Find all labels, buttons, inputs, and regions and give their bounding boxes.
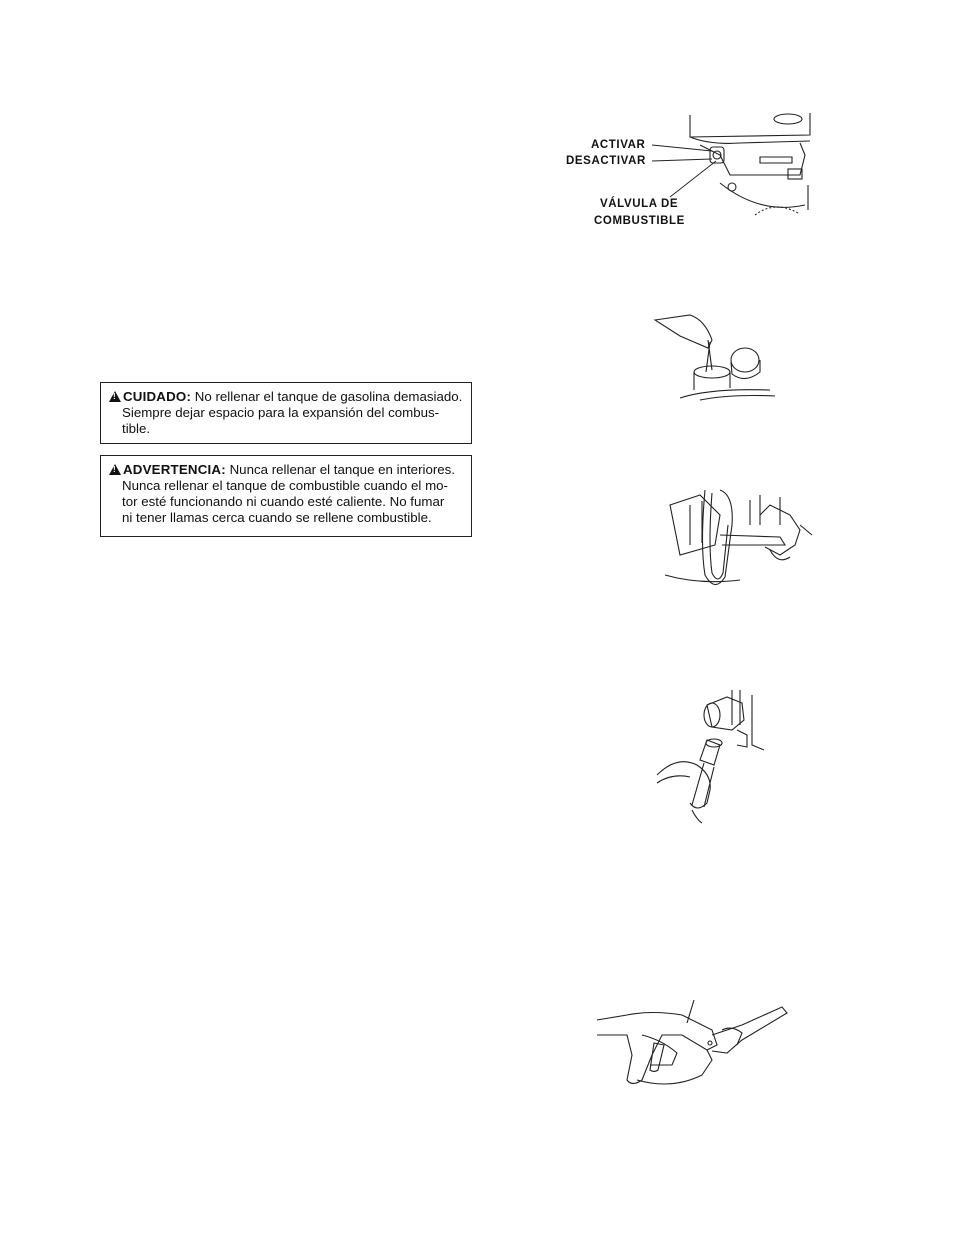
- caution-notice: [100, 382, 472, 444]
- caution-heading: CUIDADO:: [123, 389, 192, 404]
- warning-line-1: [109, 462, 463, 478]
- fuel-valve-title-line1: VÁLVULA DE: [600, 198, 679, 210]
- warning-triangle-icon: [109, 464, 121, 475]
- fuel-valve-title-line2: COMBUSTIBLE: [594, 215, 685, 227]
- warning-text-2: Nunca rellenar el tanque de combustible cuando el mo-: [122, 478, 448, 493]
- fuel-valve-off-label: DESACTIVAR: [566, 155, 646, 167]
- warning-triangle-icon: [109, 391, 121, 402]
- caution-line-1: [109, 389, 463, 405]
- warning-notice: [100, 455, 472, 537]
- fuel-can-pouring-drawing: [650, 300, 780, 410]
- caution-text-1: No rellenar el tanque de gasolina demasiado.: [194, 389, 463, 404]
- warning-text-1: Nunca rellenar el tanque en interiores.: [229, 462, 456, 477]
- fuel-valve-on-label: ACTIVAR: [591, 139, 646, 151]
- warning-text-4: ni tener llamas cerca cuando se rellene combustible.: [122, 510, 432, 525]
- spray-gun-wrench-illustration: [592, 995, 792, 1090]
- pump-hose-drawing: [660, 485, 815, 595]
- warning-heading: ADVERTENCIA:: [123, 462, 226, 477]
- caution-text-2: Siempre dejar espacio para la expansión del combus-: [122, 405, 440, 420]
- pump-hose-connection-illustration: [660, 485, 815, 595]
- caution-text-3: tible.: [122, 421, 151, 436]
- hand-nozzle-drawing: [652, 685, 772, 825]
- fuel-filling-illustration: [650, 300, 780, 410]
- nozzle-connection-illustration: [652, 685, 772, 825]
- spray-gun-wrench-drawing: [592, 995, 792, 1090]
- warning-text-3: tor esté funcionando ni cuando esté caliente. No fumar: [122, 494, 445, 509]
